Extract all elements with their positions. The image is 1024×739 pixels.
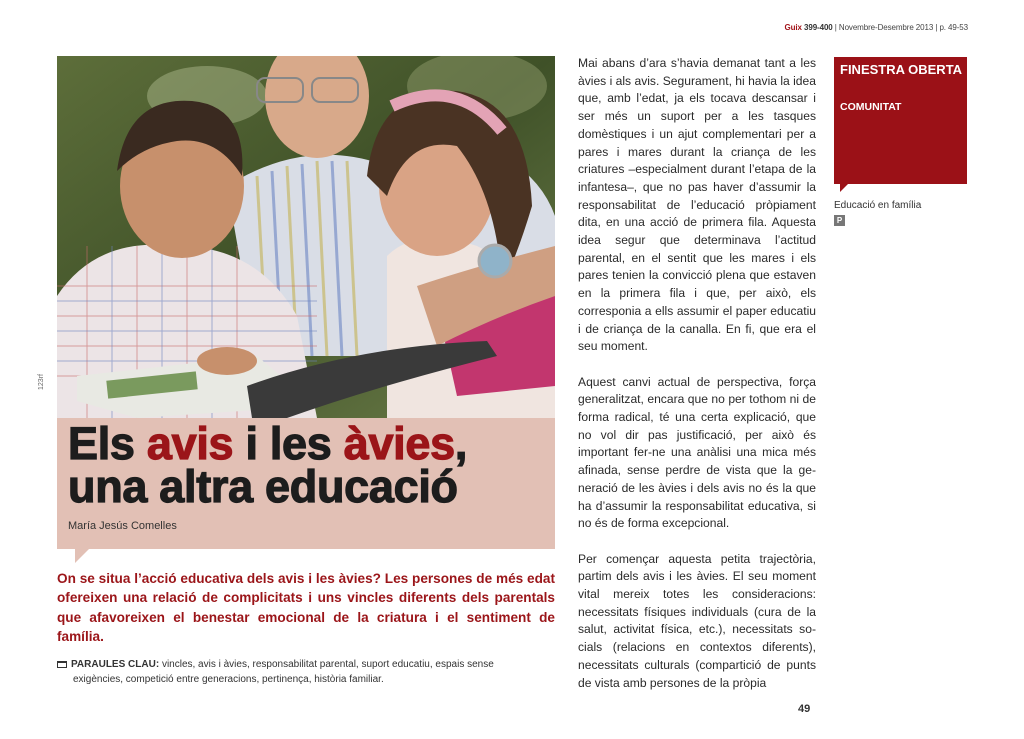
keywords-label: PARAULES CLAU: [71, 659, 160, 670]
keywords-text: vincles, avis i àvies, responsabilitat parental, suport educatiu, espais sense [161, 659, 494, 670]
body-paragraph: Per començar aquesta petita trajectòria, partim dels avis i les àvies. El seu moment vital mereix totes les consideracions: necessitats físiques individuals (cura de la salut, activitat física, etc.), necessitats socials (relacions en contextos diferents), necessitats culturals (compartició de punts de vista amb persones de la pròpia [578, 551, 816, 690]
author-name: María Jesús Comelles [68, 520, 177, 532]
issue-number: 399-400 [804, 23, 833, 32]
article-lead: On se situa l’acció educativa dels avis i les àvies? Les persones de més edat ofereixen una relació de complicitats i uns vincles diferents dels parentals que afavoreixen el benestar emocional de la criatura i el sentiment de família. [57, 571, 555, 645]
issue-reference [784, 23, 968, 32]
body-paragraph: Aquest canvi actual de perspectiva, força generalitzat, encara que no per tothom ni de forma radical, té una certa explicació, que no vol dir pas justificació, per això és important fer-ne una anàlisi una mica més afinada, sense perdre de vista que la generació de les àvies i dels avis no és la que ha d’assumir la responsabilitat educativa, si no és de forma excepcional. [578, 374, 816, 531]
section-tag: Educació en família [834, 200, 922, 211]
separator: | [834, 23, 837, 32]
body-paragraph: Mai abans d’ara s’havia demanat tant a les àvies i als avis. Segurament, hi havia la idea que, amb l’edat, ja els tocava descansar i ser més un suport per a les tasques domèstiques i un ajut complementari per a pares i mares durant la criança de les criatures –especialment durant l’etapa de la infantesa–, que no pas haver d’assumir la responsabilitat de l’educació pròpiament dita, en una acció de primera fila. Aquesta idea segur que determinava l’actitud parental, en el sentit que les mares i els pares tenien la convicció plena que estaven en la primera fila i que, per això, els corresponia a ells assumir el paper educatiu i de criança de la canalla. En fi, que era el seu moment. [578, 56, 816, 354]
page-number: 49 [798, 703, 811, 715]
folder-icon [57, 661, 67, 668]
magazine-brand: Guix [784, 23, 802, 32]
level-badge: P [834, 215, 845, 226]
title-part: , [454, 418, 468, 469]
title-part: Els [68, 418, 147, 469]
issue-date: Novembre-Desembre 2013 [838, 23, 934, 32]
section-box [834, 57, 967, 184]
title-box [57, 418, 555, 549]
article-title [68, 418, 468, 512]
photo-illustration [57, 56, 555, 418]
article-body [578, 55, 816, 710]
section-title: FINESTRA OBERTA [840, 62, 963, 77]
keywords [57, 658, 527, 687]
page-range: p. 49-53 [939, 23, 968, 32]
title-highlight: avis [146, 418, 234, 469]
title-highlight: àvies [343, 418, 455, 469]
photo-credit: 123rf [38, 374, 45, 390]
title-part: i les [233, 418, 344, 469]
keywords-text: exigències, competició entre generacions, pertinença, història familiar. [73, 673, 384, 685]
title-line-2: una altra educació [68, 461, 458, 512]
article-photo [57, 56, 555, 418]
section-subtitle: COMUNITAT [840, 101, 902, 113]
separator: | [935, 23, 938, 32]
